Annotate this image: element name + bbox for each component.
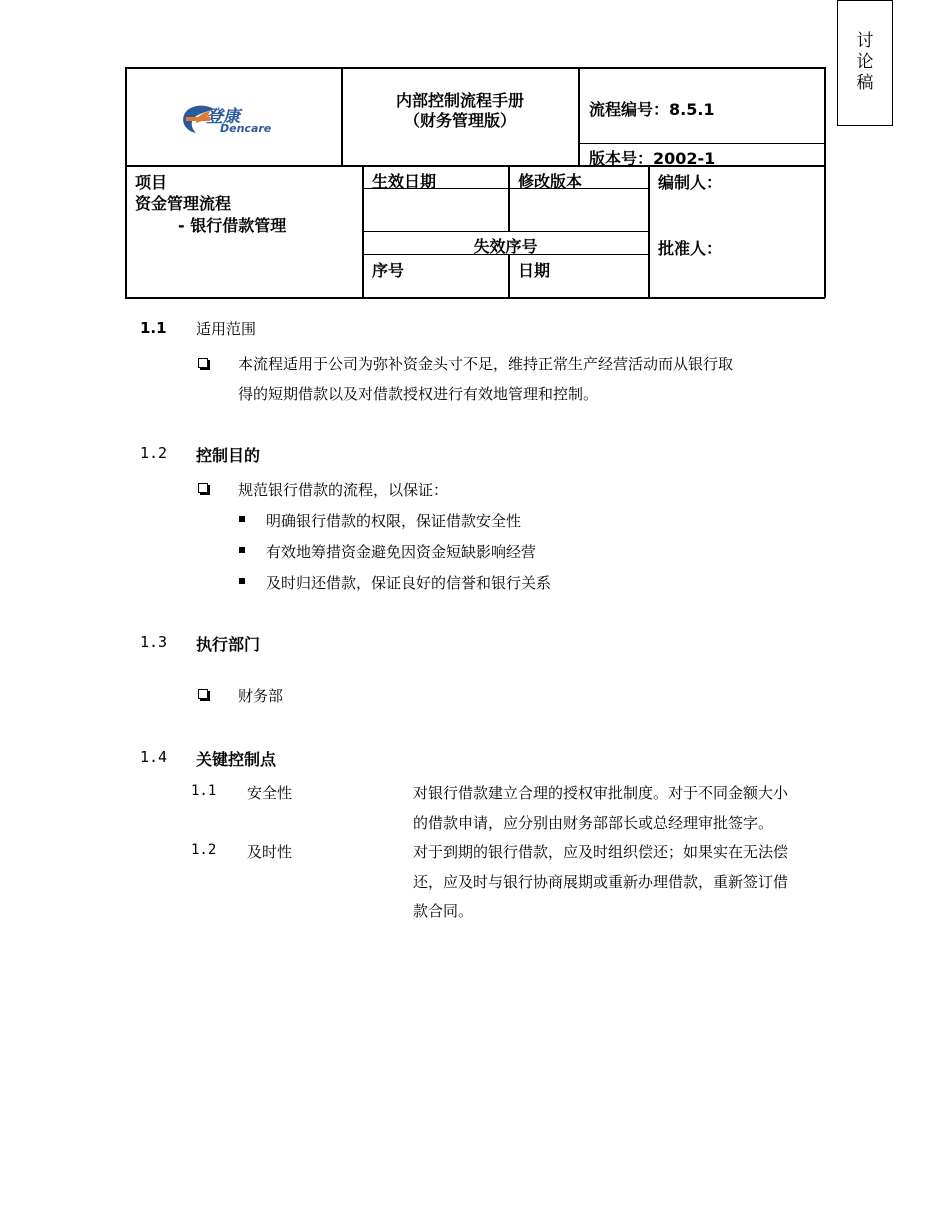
bullet-icon: [239, 516, 245, 522]
purpose-bullet: 有效地筹措资金避免因资金短缺影响经营: [266, 543, 537, 561]
section-title: 执行部门: [196, 635, 261, 654]
logo-cn: 登康: [206, 107, 240, 127]
purpose-bullet: 明确银行借款的权限，保证借款安全性: [266, 512, 522, 530]
section-title: 关键控制点: [196, 750, 277, 769]
draft-char: 讨: [856, 31, 874, 51]
logo-en: Dencare: [220, 122, 272, 135]
section-title: 适用范围: [196, 320, 257, 338]
department-item: 财务部: [238, 687, 284, 705]
scope-text-line: 本流程适用于公司为弥补资金头寸不足，维持正常生产经营活动而从银行取: [238, 355, 734, 373]
revision-version-label: 修改版本: [518, 172, 583, 191]
seq-label: 序号: [372, 261, 405, 280]
company-logo: [180, 103, 280, 137]
date-label: 日期: [518, 261, 551, 280]
section-number: 1.3: [140, 633, 168, 651]
purpose-bullet: 及时归还借款，保证良好的信誉和银行关系: [266, 574, 552, 592]
checkbox-icon: [198, 689, 208, 699]
section-number: 1.1: [140, 319, 167, 337]
compiler-label: 编制人：: [658, 173, 723, 192]
section-number: 1.2: [140, 444, 168, 462]
control-point-number: 1.1: [191, 783, 217, 799]
control-point-name: 安全性: [247, 784, 293, 802]
section-number: 1.4: [140, 748, 168, 766]
control-point-name: 及时性: [247, 843, 293, 861]
manual-subtitle: （财务管理版）: [403, 111, 516, 130]
project-label: 项目: [135, 173, 168, 192]
process-number: 流程编号：8.5.1: [589, 100, 715, 119]
control-point-desc: 对银行借款建立合理的授权审批制度。对于不同金额大小: [413, 784, 789, 802]
draft-char: 稿: [856, 73, 874, 93]
scope-text-line: 得的短期借款以及对借款授权进行有效地管理和控制。: [238, 385, 599, 403]
bullet-icon: [239, 578, 245, 584]
purpose-intro: 规范银行借款的流程，以保证：: [238, 481, 449, 499]
control-point-desc: 的借款申请，应分别由财务部部长或总经理审批签字。: [413, 814, 774, 832]
project-subtitle: - 银行借款管理: [178, 216, 287, 235]
manual-title: 内部控制流程手册: [395, 91, 524, 110]
effective-date-label: 生效日期: [372, 172, 437, 191]
approver-label: 批准人：: [658, 239, 723, 258]
bullet-icon: [239, 547, 245, 553]
section-title: 控制目的: [196, 446, 261, 465]
control-point-desc: 款合同。: [413, 902, 474, 920]
project-name: 资金管理流程: [135, 194, 232, 213]
version-number: 版本号：2002-1: [589, 149, 716, 168]
draft-stamp: [837, 0, 893, 126]
control-point-desc: 还，应及时与银行协商展期或重新办理借款，重新签订借: [413, 873, 789, 891]
control-point-desc: 对于到期的银行借款，应及时组织偿还；如果实在无法偿: [413, 843, 789, 861]
draft-char: 论: [856, 52, 874, 72]
checkbox-icon: [198, 483, 208, 493]
control-point-number: 1.2: [191, 842, 217, 858]
checkbox-icon: [198, 358, 208, 368]
invalid-seq-label: 失效序号: [473, 237, 538, 256]
